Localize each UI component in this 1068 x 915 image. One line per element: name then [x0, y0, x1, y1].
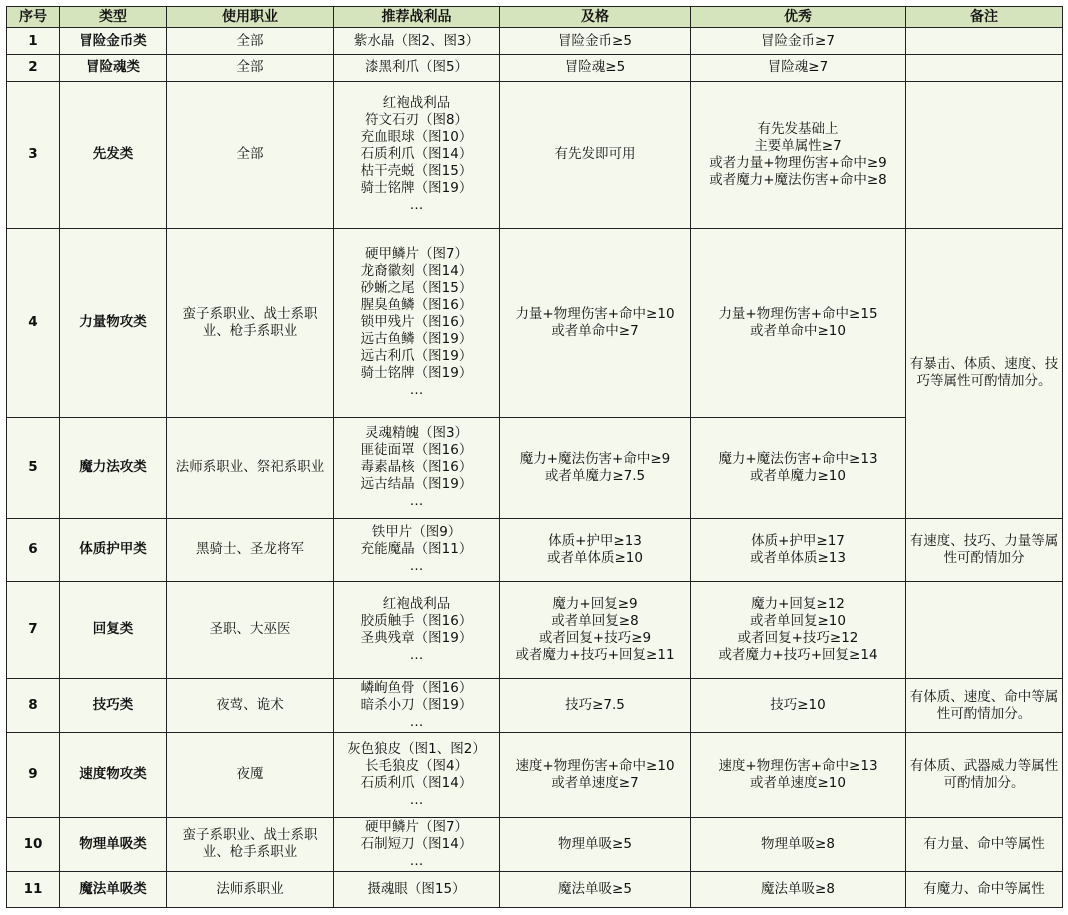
- row-loot: [334, 733, 500, 817]
- row-excellent-line: 或者魔力+技巧+回复≥14: [718, 646, 878, 663]
- row-number: 10: [7, 817, 60, 872]
- row-loot: [334, 518, 500, 581]
- row-loot-line: 石制短刀（图14）: [360, 835, 473, 852]
- row-loot-line: 石质利爪（图14）: [360, 774, 473, 791]
- row-pass-line: 体质+护甲≥13: [548, 532, 642, 549]
- header-type: 类型: [60, 7, 167, 28]
- row-number: 11: [7, 872, 60, 908]
- row-pass-line: 或者单体质≥10: [547, 549, 643, 566]
- row-excellent-line: 主要单属性≥7: [754, 137, 842, 154]
- row-excellent: [691, 582, 906, 679]
- table-row: [7, 518, 1063, 581]
- row-excellent-line: 魔力+回复≥12: [751, 595, 845, 612]
- row-loot-line: 毒素晶核（图16）: [360, 459, 473, 476]
- header-loot: 推荐战利品: [334, 7, 500, 28]
- row-job: [167, 28, 334, 55]
- row-type: 力量物攻类: [60, 228, 167, 417]
- row-loot: [334, 678, 500, 733]
- row-job-line: 蛮子系职业、战士系职业、枪手系职业: [182, 305, 318, 339]
- row-pass-line: 或者单回复≥8: [551, 612, 639, 629]
- row-pass: [500, 678, 691, 733]
- row-pass-line: 冒险金币≥5: [558, 32, 632, 49]
- row-loot-line: 充血眼球（图10）: [360, 129, 473, 146]
- row-loot-line: …: [409, 382, 424, 399]
- row-loot: [334, 28, 500, 55]
- row-excellent: [691, 678, 906, 733]
- header-job: 使用职业: [167, 7, 334, 28]
- row-loot-line: 远古结晶（图19）: [360, 476, 473, 493]
- row-loot-line: 砂蜥之尾（图15）: [360, 280, 473, 297]
- row-pass-line: 或者回复+技巧≥9: [538, 629, 652, 646]
- row-loot-line: 骑士铭牌（图19）: [360, 365, 473, 382]
- table-row: [7, 418, 1063, 519]
- row-loot: [334, 872, 500, 908]
- row-pass-line: 或者单魔力≥7.5: [544, 467, 646, 484]
- row-excellent: [691, 55, 906, 81]
- row-pass-line: 技巧≥7.5: [565, 697, 625, 714]
- row-job: [167, 582, 334, 679]
- row-loot-line: 符文石刃（图8）: [364, 112, 469, 129]
- header-pass: 及格: [500, 7, 691, 28]
- row-loot-line: 暗杀小刀（图19）: [360, 697, 473, 714]
- table-row: [7, 582, 1063, 679]
- row-job-line: 黑骑士、圣龙将军: [196, 541, 304, 558]
- row-note-text: 有暴击、体质、速度、技巧等属性可酌情加分。: [909, 356, 1059, 390]
- row-loot-line: 锁甲残片（图16）: [360, 314, 473, 331]
- row-excellent-line: 或者力量+物理伤害+命中≥9: [709, 154, 887, 171]
- row-loot-line: …: [409, 714, 424, 731]
- row-excellent-line: 魔力+魔法伤害+命中≥13: [718, 450, 878, 467]
- row-job-line: 法师系职业: [216, 881, 284, 898]
- row-note-text: 有力量、命中等属性: [923, 835, 1045, 852]
- row-number: 2: [7, 55, 60, 81]
- row-job-line: 全部: [236, 146, 264, 163]
- row-excellent-line: 或者回复+技巧≥12: [737, 629, 859, 646]
- table-row: [7, 678, 1063, 733]
- row-job-line: 夜莺、诡术: [216, 697, 284, 714]
- row-excellent-line: 力量+物理伤害+命中≥15: [718, 305, 878, 322]
- row-loot-line: 长毛狼皮（图4）: [364, 757, 469, 774]
- row-number: 8: [7, 678, 60, 733]
- loot-table: [6, 6, 1063, 908]
- row-number: 3: [7, 81, 60, 228]
- table-row: [7, 55, 1063, 81]
- row-loot-line: …: [409, 493, 424, 510]
- row-loot-line: 远古利爪（图19）: [360, 348, 473, 365]
- row-loot-line: 灵魂精魄（图3）: [364, 425, 469, 442]
- row-type: 魔法单吸类: [60, 872, 167, 908]
- row-job: [167, 81, 334, 228]
- row-job: [167, 418, 334, 519]
- row-excellent: [691, 28, 906, 55]
- row-number: 9: [7, 733, 60, 817]
- header-note: 备注: [906, 7, 1063, 28]
- row-job: [167, 518, 334, 581]
- table-row: [7, 81, 1063, 228]
- row-type: 物理单吸类: [60, 817, 167, 872]
- row-excellent: [691, 872, 906, 908]
- row-loot: [334, 55, 500, 81]
- row-excellent-line: 魔法单吸≥8: [761, 881, 835, 898]
- row-number: 4: [7, 228, 60, 417]
- row-loot-line: …: [409, 646, 424, 663]
- row-type: 冒险魂类: [60, 55, 167, 81]
- row-note-text: 有魔力、命中等属性: [923, 881, 1045, 898]
- row-loot-line: 枯干壳蜕（图15）: [360, 163, 473, 180]
- row-type: 回复类: [60, 582, 167, 679]
- row-loot-line: 骑士铭牌（图19）: [360, 180, 473, 197]
- row-type: 体质护甲类: [60, 518, 167, 581]
- row-number: 1: [7, 28, 60, 55]
- row-pass-line: 或者单速度≥7: [551, 774, 639, 791]
- row-note: [906, 872, 1063, 908]
- row-loot-line: 灰色狼皮（图1、图2）: [347, 740, 486, 757]
- row-loot-line: 圣典残章（图19）: [360, 629, 473, 646]
- row-excellent-line: 体质+护甲≥17: [751, 532, 845, 549]
- row-loot: [334, 81, 500, 228]
- row-loot-line: 匪徒面罩（图16）: [360, 442, 473, 459]
- row-job-line: 圣职、大巫医: [209, 621, 291, 638]
- row-loot-line: 嶙峋鱼骨（图16）: [360, 680, 473, 697]
- row-note: [906, 817, 1063, 872]
- row-loot-line: 充能魔晶（图11）: [360, 541, 473, 558]
- row-excellent-line: 或者单速度≥10: [750, 774, 846, 791]
- row-pass: [500, 228, 691, 417]
- header-excellent: 优秀: [691, 7, 906, 28]
- row-loot: [334, 817, 500, 872]
- row-loot-line: 红袍战利品: [382, 95, 451, 112]
- row-excellent: [691, 228, 906, 417]
- row-number: 6: [7, 518, 60, 581]
- row-type: 技巧类: [60, 678, 167, 733]
- row-pass: [500, 28, 691, 55]
- row-note: [906, 582, 1063, 679]
- row-job-line: 夜魇: [236, 766, 264, 783]
- row-number: 5: [7, 418, 60, 519]
- row-pass-line: 有先发即可用: [554, 146, 636, 163]
- row-excellent-line: 或者单命中≥10: [750, 322, 846, 339]
- row-note-text: 有体质、速度、命中等属性可酌情加分。: [909, 688, 1059, 722]
- row-note: [906, 518, 1063, 581]
- row-note: [906, 733, 1063, 817]
- row-pass-line: 或者魔力+技巧+回复≥11: [515, 646, 675, 663]
- row-note: [906, 28, 1063, 55]
- row-job-line: 全部: [236, 32, 264, 49]
- row-number: 7: [7, 582, 60, 679]
- row-pass: [500, 518, 691, 581]
- row-note: [906, 55, 1063, 81]
- row-excellent-line: 或者魔力+魔法伤害+命中≥8: [709, 171, 887, 188]
- table-row: [7, 733, 1063, 817]
- row-job-line: 全部: [236, 59, 264, 76]
- row-loot: [334, 582, 500, 679]
- row-pass: [500, 582, 691, 679]
- row-loot-line: …: [409, 558, 424, 575]
- header-no: 序号: [7, 7, 60, 28]
- row-type: 魔力法攻类: [60, 418, 167, 519]
- row-loot-line: 红袍战利品: [382, 595, 451, 612]
- row-excellent-line: 技巧≥10: [770, 697, 826, 714]
- row-type: 速度物攻类: [60, 733, 167, 817]
- row-job: [167, 678, 334, 733]
- row-pass-line: 魔力+魔法伤害+命中≥9: [519, 450, 671, 467]
- row-loot-line: 龙裔徽刻（图14）: [360, 263, 473, 280]
- header-row: [7, 7, 1063, 28]
- row-excellent-line: 有先发基础上: [757, 120, 839, 137]
- row-job-line: 法师系职业、祭祀系职业: [175, 459, 325, 476]
- row-loot-line: …: [409, 197, 424, 214]
- row-note: [906, 81, 1063, 228]
- row-excellent: [691, 733, 906, 817]
- row-note-text: 有速度、技巧、力量等属性可酌情加分: [909, 532, 1059, 566]
- row-pass-line: 魔法单吸≥5: [558, 881, 632, 898]
- row-excellent-line: 物理单吸≥8: [761, 835, 835, 852]
- row-excellent: [691, 418, 906, 519]
- row-pass-line: 或者单命中≥7: [551, 322, 639, 339]
- row-job: [167, 228, 334, 417]
- row-job: [167, 55, 334, 81]
- row-loot-line: 摄魂眼（图15）: [367, 881, 466, 898]
- table-row: [7, 28, 1063, 55]
- row-excellent-line: 冒险金币≥7: [761, 32, 835, 49]
- row-pass: [500, 817, 691, 872]
- row-pass-line: 冒险魂≥5: [564, 59, 626, 76]
- row-excellent: [691, 518, 906, 581]
- row-note-text: 有体质、武器威力等属性可酌情加分。: [909, 757, 1059, 791]
- row-excellent-line: 冒险魂≥7: [767, 59, 829, 76]
- row-pass: [500, 81, 691, 228]
- row-excellent: [691, 817, 906, 872]
- row-job-line: 蛮子系职业、战士系职业、枪手系职业: [182, 827, 318, 861]
- row-pass: [500, 418, 691, 519]
- row-pass-line: 速度+物理伤害+命中≥10: [515, 757, 675, 774]
- row-excellent-line: 或者单回复≥10: [750, 612, 846, 629]
- row-type: 先发类: [60, 81, 167, 228]
- row-pass-line: 魔力+回复≥9: [552, 595, 638, 612]
- row-pass: [500, 872, 691, 908]
- row-pass-line: 力量+物理伤害+命中≥10: [515, 305, 675, 322]
- row-loot-line: 胶质触手（图16）: [360, 612, 473, 629]
- row-excellent-line: 或者单魔力≥10: [750, 467, 846, 484]
- row-loot: [334, 418, 500, 519]
- row-loot-line: 硬甲鳞片（图7）: [364, 246, 469, 263]
- table-row: [7, 872, 1063, 908]
- row-pass: [500, 55, 691, 81]
- row-note: [906, 228, 1063, 518]
- row-loot-line: 紫水晶（图2、图3）: [353, 32, 480, 49]
- row-type: 冒险金币类: [60, 28, 167, 55]
- row-excellent-line: 速度+物理伤害+命中≥13: [718, 757, 878, 774]
- row-loot-line: 漆黑利爪（图5）: [364, 59, 469, 76]
- row-job: [167, 872, 334, 908]
- table-row: [7, 228, 1063, 417]
- row-loot-line: 石质利爪（图14）: [360, 146, 473, 163]
- row-job: [167, 817, 334, 872]
- row-excellent: [691, 81, 906, 228]
- row-loot-line: 腥臭鱼鳞（图16）: [360, 297, 473, 314]
- row-loot-line: 远古鱼鳞（图19）: [360, 331, 473, 348]
- row-pass-line: 物理单吸≥5: [558, 835, 632, 852]
- row-loot: [334, 228, 500, 417]
- row-note: [906, 678, 1063, 733]
- table-row: [7, 817, 1063, 872]
- row-job: [167, 733, 334, 817]
- row-loot-line: 硬甲鳞片（图7）: [364, 818, 469, 835]
- row-loot-line: 铁甲片（图9）: [371, 524, 462, 541]
- row-excellent-line: 或者单体质≥13: [750, 549, 846, 566]
- row-loot-line: …: [409, 852, 424, 869]
- row-pass: [500, 733, 691, 817]
- row-loot-line: …: [409, 791, 424, 808]
